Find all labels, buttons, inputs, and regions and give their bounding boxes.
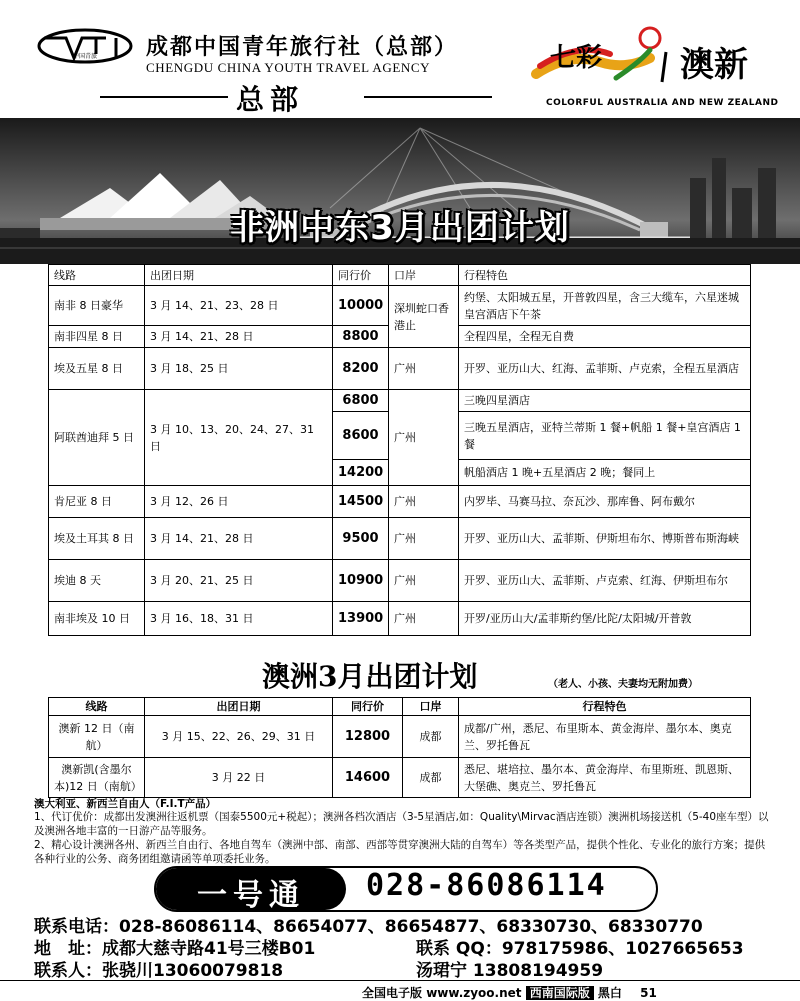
divider (100, 96, 228, 98)
dates: 3 月 12、26 日 (145, 486, 333, 518)
hotline-number: 028-86086114 (366, 868, 607, 903)
dates: 3 月 16、18、31 日 (145, 602, 333, 636)
route: 南非四星 8 日 (49, 326, 145, 348)
australia-section-note: （老人、小孩、夫妻均无附加费） (548, 679, 698, 690)
hq-label: 总部 (236, 83, 305, 116)
header-port: 口岸 (389, 265, 459, 286)
agency-name-en: CHENGDU CHINA YOUTH TRAVEL AGENCY (146, 60, 431, 75)
price: 14500 (333, 486, 389, 518)
route: 肯尼亚 8 日 (49, 486, 145, 518)
page-number: 51 (640, 986, 657, 1000)
dates: 3 月 15、22、26、29、31 日 (145, 716, 333, 758)
feature: 约堡、太阳城五星，开普敦四星，含三大缆车，六星迷城皇宫酒店下午茶 (459, 286, 751, 326)
price: 8200 (333, 348, 389, 390)
header-price: 同行价 (333, 265, 389, 286)
feature: 全程四星，全程无自费 (459, 326, 751, 348)
header-feature: 行程特色 (459, 265, 751, 286)
table-row (49, 518, 751, 560)
cyts-logo-icon (36, 28, 134, 64)
header-price: 同行价 (333, 698, 403, 716)
feature: 开罗、亚历山大、孟菲斯、卢克索、红海、伊斯坦布尔 (459, 560, 751, 602)
australia-section-title: 澳洲3月出团计划 (262, 660, 478, 693)
feature: 成都/广州，悉尼、布里斯本、黄金海岸、墨尔本、奥克兰、罗托鲁瓦 (459, 716, 751, 758)
agency-name-cn: 成都中国青年旅行社（总部） (146, 35, 459, 60)
feature: 开罗、亚历山大、孟菲斯、伊斯坦布尔、博斯普布斯海峡 (459, 518, 751, 560)
price: 12800 (333, 716, 403, 758)
port: 深圳蛇口香港止 (389, 286, 459, 348)
dates: 3 月 14、21、28 日 (145, 518, 333, 560)
svg-text:中国青旅: 中国青旅 (72, 53, 98, 60)
feature: 开罗/亚历山大/孟菲斯约堡/比陀/太阳城/开普敦 (459, 602, 751, 636)
price: 9500 (333, 518, 389, 560)
footer-color-mode: 黑白 (597, 986, 622, 1000)
contact-qq: 联系 QQ：978175986、1027665653 (416, 939, 744, 959)
brand-subtitle: COLORFUL AUSTRALIA AND NEW ZEALAND (546, 98, 779, 108)
port: 广州 (389, 560, 459, 602)
fit-note-1: 1、代订优价：成都出发澳洲往返机票（国泰5500元+税起）；澳洲各档次酒店（3-5星酒店,如：Quality\Mirvac酒店连锁）澳洲机场接送机（5-40座车型）以及澳洲各地丰富的一日游产品等服务。 (34, 811, 769, 837)
price: 10900 (333, 560, 389, 602)
port: 成都 (403, 716, 459, 758)
dates: 3 月 18、25 日 (145, 348, 333, 390)
route: 澳新 12 日（南航） (49, 716, 145, 758)
header-dates: 出团日期 (145, 265, 333, 286)
dates: 3 月 14、21、23、28 日 (145, 286, 333, 326)
feature: 三晚五星酒店，亚特兰蒂斯 1 餐+帆船 1 餐+皇宫酒店 1 餐 (459, 412, 751, 460)
banner-title: 非洲中东3月出团计划 (230, 208, 570, 248)
header-port: 口岸 (403, 698, 459, 716)
route: 南非 8 日豪华 (49, 286, 145, 326)
feature: 悉尼、堪培拉、墨尔本、黄金海岸、布里斯班、凯恩斯、大堡礁、奥克兰、罗托鲁瓦 (459, 758, 751, 798)
fit-note-title: 澳大利亚、新西兰自由人（F.I.T产品） (34, 798, 217, 810)
svg-text:澳新: 澳新 (680, 45, 748, 85)
price: 13900 (333, 602, 389, 636)
header-route: 线路 (49, 698, 145, 716)
footer-divider (0, 980, 800, 981)
route: 埃及五星 8 日 (49, 348, 145, 390)
route: 埃迪 8 天 (49, 560, 145, 602)
port: 广州 (389, 390, 459, 486)
header-feature: 行程特色 (459, 698, 751, 716)
table-header-row (49, 265, 751, 286)
table-header-row (49, 698, 751, 716)
contact-person-2: 汤珺宁 13808194959 (416, 961, 604, 981)
contact-address: 地 址：成都大慈寺路41号三楼B01 (34, 939, 316, 959)
footer-edition: 全国电子版 (362, 986, 423, 1000)
footer (362, 984, 657, 1001)
table-row (49, 348, 751, 390)
feature: 三晚四星酒店 (459, 390, 751, 412)
header-dates: 出团日期 (145, 698, 333, 716)
price: 10000 (333, 286, 389, 326)
port: 成都 (403, 758, 459, 798)
price: 14200 (333, 460, 389, 486)
hotline-label: 一号通 (197, 878, 305, 913)
port: 广州 (389, 486, 459, 518)
contact-phone: 联系电话：028-86086114、86654077、86654877、68330730、68330770 (34, 917, 703, 937)
price: 6800 (333, 390, 389, 412)
header-route: 线路 (49, 265, 145, 286)
price: 14600 (333, 758, 403, 798)
divider (364, 96, 492, 98)
port: 广州 (389, 602, 459, 636)
dates: 3 月 22 日 (145, 758, 333, 798)
footer-section: 西南国际版 (526, 986, 594, 1000)
dates: 3 月 20、21、25 日 (145, 560, 333, 602)
route: 阿联酋迪拜 5 日 (49, 390, 145, 486)
feature: 内罗毕、马赛马拉、奈瓦沙、那库鲁、阿布戴尔 (459, 486, 751, 518)
table-row (49, 716, 751, 758)
africa-tour-table (48, 264, 751, 636)
feature: 开罗、亚历山大、红海、孟菲斯、卢克索，全程五星酒店 (459, 348, 751, 390)
table-row (49, 486, 751, 518)
price: 8800 (333, 326, 389, 348)
table-row (49, 390, 751, 412)
dates: 3 月 14、21、28 日 (145, 326, 333, 348)
route: 南非埃及 10 日 (49, 602, 145, 636)
dates: 3 月 10、13、20、24、27、31 日 (145, 390, 333, 486)
route: 埃及土耳其 8 日 (49, 518, 145, 560)
feature: 帆船酒店 1 晚+五星酒店 2 晚；餐同上 (459, 460, 751, 486)
table-row (49, 286, 751, 326)
port: 广州 (389, 348, 459, 390)
table-row (49, 560, 751, 602)
australia-tour-table (48, 697, 751, 798)
route: 澳新凯(含墨尔本)12 日（南航） (49, 758, 145, 798)
fit-note-2: 2、精心设计澳洲各州、新西兰自由行、各地自驾车（澳洲中部、南部、西部等贯穿澳洲大陆的自驾车）等各类型产品，提供个性化、专业化的旅行方案；提供各种行业的公务、商务团组邀请函等单项委托业务。 (34, 839, 766, 865)
svg-text:七彩: 七彩 (550, 43, 603, 73)
price: 8600 (333, 412, 389, 460)
contact-person-1: 联系人：张骁川13060079818 (34, 961, 284, 981)
table-row (49, 758, 751, 798)
colorful-aus-nz-logo-icon (530, 22, 780, 92)
port: 广州 (389, 518, 459, 560)
footer-site-link[interactable]: www.zyoo.net (426, 986, 522, 1000)
table-row (49, 602, 751, 636)
